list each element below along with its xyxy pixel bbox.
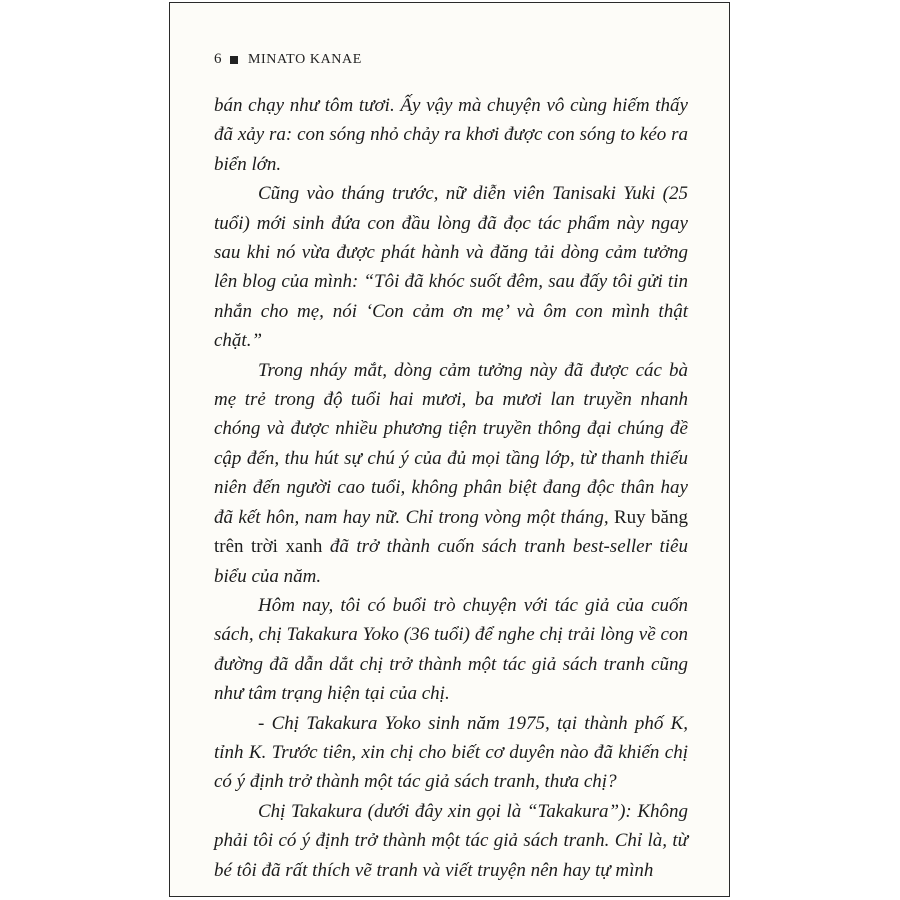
running-head <box>214 51 362 68</box>
page-number: 6 <box>214 51 222 67</box>
author-name: MINATO KANAE <box>248 51 362 67</box>
paragraph-text: Cũng vào tháng trước, nữ diễn viên Tanisaki Yuki (25 tuổi) mới sinh đứa con đầu lòng đã đọc tác phẩm này ngay sau khi nó vừa được phát hành và đăng tải dòng cảm tưởng lên blog của mình: “Tôi đã khóc suốt đêm, sau đấy tôi gửi tin nhắn cho mẹ, nói ‘Con cảm ơn mẹ’ và ôm con mình thật chặt.” <box>214 183 688 352</box>
paragraph-3 <box>214 356 688 591</box>
paragraph-text: Trong nháy mắt, dòng cảm tưởng này đã được các bà mẹ trẻ trong độ tuổi hai mươi, ba mươi lan truyền nhanh chóng và được nhiều phương tiện truyền thông đại chúng đề cập đến, thu hút sự chú ý của đủ mọi tầng lớp, từ thanh thiếu niên đến người cao tuổi, không phân biệt đang độc thân hay đã kết hôn, nam hay nữ. Chỉ trong vòng một tháng, <box>214 359 688 528</box>
square-ornament-icon <box>230 56 238 64</box>
paragraph-text: bán chạy như tôm tươi. Ấy vậy mà chuyện vô cùng hiếm thấy đã xảy ra: con sóng nhỏ chảy ra khơi được con sóng to kéo ra biển lớn. <box>214 95 688 175</box>
paragraph-2 <box>214 179 688 355</box>
paragraph-text: đã trở thành cuốn sách tranh best-seller tiêu biểu của năm. <box>214 536 688 587</box>
paragraph-text: Hôm nay, tôi có buổi trò chuyện với tác giả của cuốn sách, chị Takakura Yoko (36 tuổi) để nghe chị trải lòng về con đường đã dẫn dắt chị trở thành một tác giả sách tranh cũng như tâm trạng hiện tại của chị. <box>214 594 688 705</box>
paragraph-text: Chị Takakura (dưới đây xin gọi là “Takakura”): Không phải tôi có ý định trở thành một tác giả sách tranh. Chỉ là, từ bé tôi đã rất thích vẽ tranh và viết truyện nên hay tự mình <box>214 800 688 881</box>
paragraph-4 <box>214 591 688 709</box>
book-title: Ruy băng trên trời xanh <box>214 506 688 558</box>
interview-answer <box>214 797 688 885</box>
paragraph-text: - Chị Takakura Yoko sinh năm 1975, tại thành phố K, tỉnh K. Trước tiên, xin chị cho biết cơ duyên nào đã khiến chị có ý định trở thành một tác giả sách tranh, thưa chị? <box>214 712 688 793</box>
paragraph-1 <box>214 91 688 179</box>
body-text <box>214 91 688 885</box>
interview-question <box>214 709 688 797</box>
book-page <box>169 2 730 897</box>
